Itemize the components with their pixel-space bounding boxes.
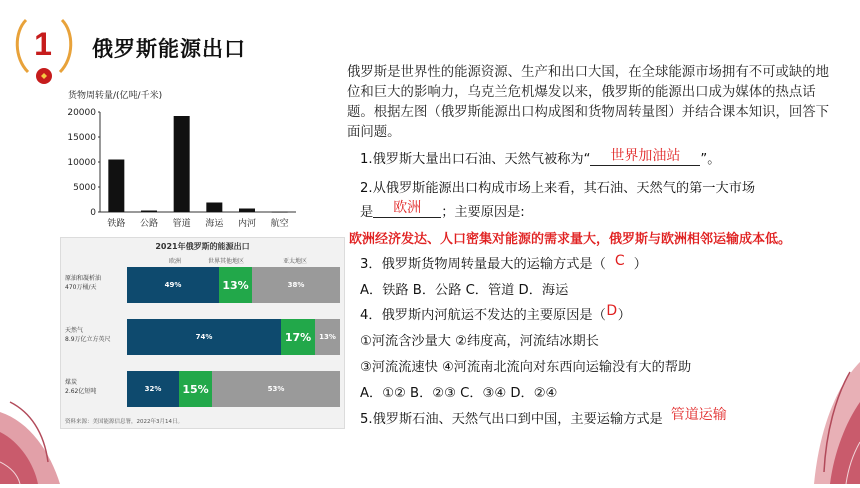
freight-bar-chart	[60, 86, 320, 236]
question-2-line1: 2.从俄罗斯能源出口构成市场上来看，其石油、天然气的第一大市场	[360, 181, 756, 196]
bar-0	[108, 160, 124, 213]
answer-5: 管道运输	[670, 407, 727, 423]
seg-coal-asia: 53%	[212, 371, 340, 407]
legend-europe: 欧洲	[169, 258, 182, 265]
seg-oil-asia: 38%	[252, 267, 340, 303]
energy-chart-source: 资料来源：美国能源信息署，2022年3月14日。	[65, 419, 183, 425]
flower-decoration-right	[790, 352, 860, 484]
question-5: 5.俄罗斯石油、天然气出口到中国，主要运输方式是 管道运输	[360, 407, 727, 427]
bar-4	[239, 209, 255, 213]
row-label-gas: 天然气 8.9万亿立方英尺	[65, 327, 111, 343]
seg-gas-other: 17%	[281, 319, 315, 355]
x-tick-label: 管道	[172, 219, 191, 229]
row-label-oil: 原油和凝析油 470万桶/天	[65, 275, 102, 291]
flower-icon	[790, 352, 860, 484]
legend-other: 世界其他地区	[208, 258, 245, 265]
x-tick-label: 铁路	[107, 219, 126, 229]
seg-gas-europe: 74%	[127, 319, 281, 355]
intro-paragraph: 俄罗斯是世界性的能源资源、生产和出口大国，在全球能源市场拥有不可或缺的地位和巨大的影响力，乌克兰危机爆发以来，俄罗斯的能源出口成为媒体的热点话题。根据左图（俄罗斯能源出口构成图和货物周转量图）并结合课本知识，回答下面问题。	[347, 65, 830, 140]
answer-1: 世界加油站	[610, 148, 681, 164]
y-tick-label: 5000	[73, 183, 96, 193]
row-label-coal: 煤炭 2.62亿短吨	[65, 379, 97, 395]
question-1: 1.俄罗斯大量出口石油、天然气被称为“ 世界加油站 ”。	[360, 148, 720, 169]
seg-coal-other: 15%	[179, 371, 212, 407]
bar-1	[141, 211, 157, 213]
seg-coal-europe: 32%	[127, 371, 179, 407]
bar-chart-ylabel: 货物周转量/(亿吨/千米)	[68, 91, 163, 101]
x-tick-label: 内河	[237, 219, 257, 229]
answer-2: 欧洲	[393, 200, 422, 216]
x-tick-label: 公路	[139, 219, 159, 229]
question-4-opt2: ③河流流速快 ④河流南北流向对东西向运输没有大的帮助	[360, 360, 692, 375]
answer-2-reason: 欧洲经济发达、人口密集对能源的需求量大，俄罗斯与欧洲相邻运输成本低。	[349, 232, 792, 247]
question-3-options: A．铁路 B．公路 C．管道 D．海运	[360, 283, 569, 298]
flower-icon	[0, 372, 80, 484]
flower-decoration-left	[0, 372, 80, 484]
y-tick-label: 15000	[67, 133, 96, 143]
seg-gas-asia: 13%	[315, 319, 340, 355]
answer-3: C	[614, 253, 625, 269]
seg-oil-europe: 49%	[127, 267, 219, 303]
y-tick-label: 20000	[67, 108, 96, 118]
energy-export-chart	[60, 237, 345, 429]
bar-2	[174, 116, 190, 212]
question-2-line2: 是 欧洲 ；主要原因是:	[360, 201, 525, 222]
bar-5	[272, 212, 288, 213]
x-tick-label: 航空	[270, 219, 289, 229]
question-4-options: A．①② B．②③ C．③④ D．②④	[360, 386, 558, 401]
page-title: 俄罗斯能源出口	[92, 37, 246, 61]
x-tick-label: 海运	[205, 219, 224, 229]
question-3: 3．俄罗斯货物周转量最大的运输方式是（ C ）	[360, 253, 647, 272]
section-number: 1	[34, 26, 52, 62]
y-tick-label: 10000	[67, 158, 96, 168]
bar-3	[206, 203, 222, 213]
question-4-opt1: ①河流含沙量大 ②纬度高，河流结冰期长	[360, 334, 599, 349]
energy-chart-title: 2021年俄罗斯的能源出口	[155, 242, 250, 251]
seg-oil-other: 13%	[219, 267, 252, 303]
legend-asia: 亚太地区	[283, 258, 308, 265]
y-tick-label: 0	[90, 208, 96, 218]
answer-4: D	[606, 303, 618, 319]
question-4: 4．俄罗斯内河航运不发达的主要原因是（D）	[360, 303, 631, 323]
